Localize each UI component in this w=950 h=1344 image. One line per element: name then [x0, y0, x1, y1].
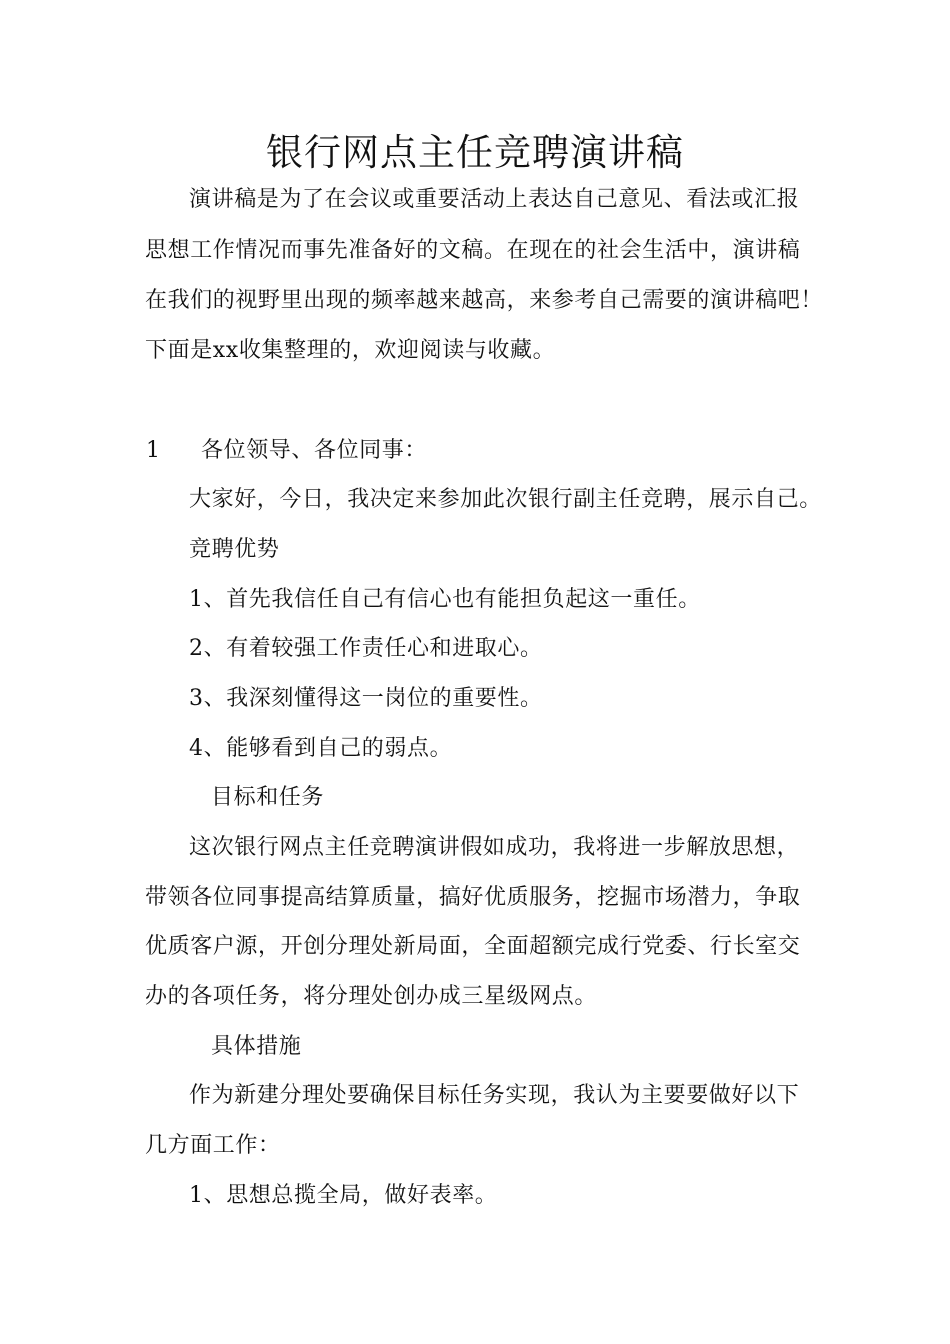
intro-line-2: 思想工作情况而事先准备好的文稿。在现在的社会生活中，演讲稿	[145, 238, 801, 263]
greeting: 大家好，今日，我决定来参加此次银行副主任竞聘，展示自己。	[189, 487, 822, 512]
section-number: 1	[146, 438, 161, 463]
advantage-item-4: 4、能够看到自己的弱点。	[189, 736, 453, 761]
goals-line-1: 这次银行网点主任竞聘演讲假如成功，我将进一步解放思想，	[189, 835, 800, 860]
goals-line-4: 办的各项任务，将分理处创办成三星级网点。	[145, 984, 598, 1009]
intro-line-1: 演讲稿是为了在会议或重要活动上表达自己意见、看法或汇报	[189, 187, 800, 212]
heading-measures: 具体措施	[211, 1034, 302, 1059]
salutation: 各位领导、各位同事：	[201, 438, 428, 463]
intro-line-4: 下面是xx收集整理的，欢迎阅读与收藏。	[145, 338, 556, 363]
advantage-item-1: 1、首先我信任自己有信心也有能担负起这一重任。	[189, 587, 701, 612]
document-title: 银行网点主任竞聘演讲稿	[266, 131, 684, 174]
goals-line-3: 优质客户源，开创分理处新局面，全面超额完成行党委、行长室交	[145, 934, 801, 959]
intro-line-3: 在我们的视野里出现的频率越来越高，来参考自己需要的演讲稿吧！	[145, 288, 824, 313]
measures-line-2: 几方面工作：	[145, 1133, 281, 1158]
advantage-item-3: 3、我深刻懂得这一岗位的重要性。	[189, 686, 543, 711]
advantage-item-2: 2、有着较强工作责任心和进取心。	[189, 636, 543, 661]
measures-line-1: 作为新建分理处要确保目标任务实现，我认为主要要做好以下	[189, 1083, 800, 1108]
goals-line-2: 带领各位同事提高结算质量，搞好优质服务，挖掘市场潜力，争取	[145, 885, 801, 910]
measure-item-1: 1、思想总揽全局，做好表率。	[189, 1183, 498, 1208]
heading-goals: 目标和任务	[211, 785, 325, 810]
heading-advantages: 竞聘优势	[189, 537, 280, 562]
